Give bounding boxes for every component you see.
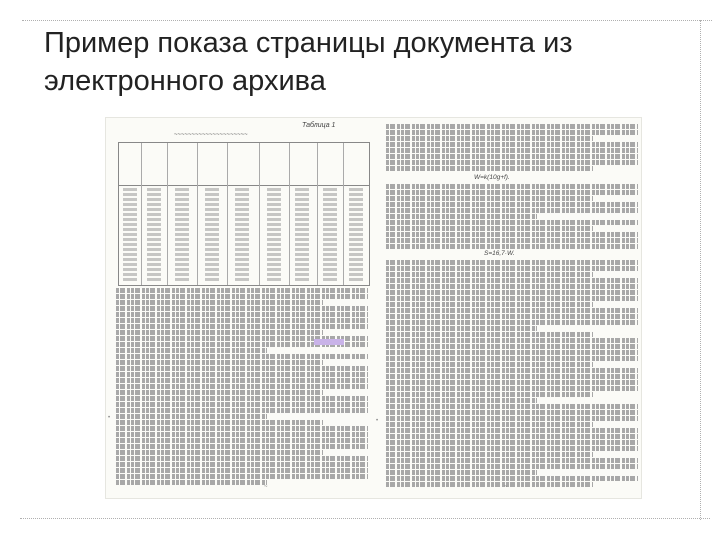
highlighted-word (314, 339, 344, 345)
scanned-text-line (386, 308, 638, 313)
table-cell (147, 263, 161, 266)
page-number-mark: ~ (264, 484, 268, 490)
table-cell (175, 278, 189, 281)
scanned-text-line (116, 408, 368, 413)
table-cell (295, 258, 309, 261)
table-cell (205, 238, 219, 241)
table-cell (323, 253, 337, 256)
table-cell (235, 268, 249, 271)
table-cell (123, 263, 137, 266)
scanned-text-line (386, 338, 638, 343)
table-cell (175, 208, 189, 211)
scanned-text-line (386, 284, 638, 289)
table-cell (295, 263, 309, 266)
scanned-text-line (116, 468, 368, 473)
table-cell (205, 268, 219, 271)
table-cell (235, 228, 249, 231)
table-cell (295, 238, 309, 241)
table-cell (123, 278, 137, 281)
table-cell (323, 218, 337, 221)
table-cell (123, 268, 137, 271)
table-cell (175, 213, 189, 216)
formula-1: W=k(10g+f). (474, 174, 510, 181)
scanned-text-line (386, 202, 638, 207)
table-cell (235, 198, 249, 201)
table-cell (175, 248, 189, 251)
table-cell (175, 253, 189, 256)
scanned-text-line (116, 444, 368, 449)
scanned-text-line (386, 398, 537, 403)
table-cell (147, 253, 161, 256)
table-row (119, 277, 369, 282)
scanned-text-line (386, 386, 638, 391)
table-cell (295, 233, 309, 236)
scanned-text-line (386, 464, 638, 469)
scanned-text-line (116, 306, 368, 311)
table-cell (323, 198, 337, 201)
table-cell (349, 218, 363, 221)
scanned-text-line (386, 124, 638, 129)
table-cell (147, 198, 161, 201)
table-cell (205, 188, 219, 191)
table-cell (235, 208, 249, 211)
table-cell (205, 248, 219, 251)
scanned-text-line (116, 462, 368, 467)
scanned-text-line (386, 136, 593, 141)
scanned-text-line (386, 142, 638, 147)
scanned-text-line (116, 372, 368, 377)
table-cell (295, 223, 309, 226)
scanned-text-line (386, 260, 638, 265)
table-cell (123, 233, 137, 236)
table-cell (349, 203, 363, 206)
right-page-text-block (386, 184, 638, 250)
table-body (119, 187, 369, 282)
table-cell (235, 253, 249, 256)
scanned-text-line (386, 184, 638, 189)
table-cell (147, 273, 161, 276)
table-cell (123, 193, 137, 196)
scanned-text-line (386, 434, 638, 439)
scanned-text-line (386, 272, 593, 277)
scanned-text-line (386, 410, 638, 415)
table-cell (147, 278, 161, 281)
table-cell (323, 263, 337, 266)
scan-left-page (108, 122, 372, 494)
scanned-text-line (386, 296, 638, 301)
margin-mark: • (376, 418, 379, 424)
table-cell (123, 213, 137, 216)
table-cell (323, 228, 337, 231)
table-cell (147, 268, 161, 271)
scanned-text-line (386, 208, 638, 213)
table-cell (349, 208, 363, 211)
table-cell (175, 233, 189, 236)
slide-border-bottom (20, 518, 710, 519)
table-cell (235, 273, 249, 276)
scanned-text-line (386, 380, 638, 385)
scanned-text-line (386, 440, 638, 445)
slide-border-right (700, 20, 701, 520)
scanned-text-line (386, 190, 638, 195)
scanned-text-line (386, 232, 638, 237)
table-cell (349, 223, 363, 226)
table-cell (235, 278, 249, 281)
table-cell (267, 263, 281, 266)
table-cell (349, 188, 363, 191)
table-cell (267, 268, 281, 271)
table-cell (349, 233, 363, 236)
table-cell (323, 238, 337, 241)
scanned-text-line (386, 266, 638, 271)
table-cell (267, 233, 281, 236)
table-cell (205, 208, 219, 211)
table-cell (147, 248, 161, 251)
table-cell (147, 203, 161, 206)
formula-2: S=16,7·W. (484, 250, 515, 257)
right-page-text-block (386, 124, 638, 172)
scanned-text-line (386, 446, 638, 451)
table-cell (267, 278, 281, 281)
scanned-text-line (386, 278, 638, 283)
table-cell (267, 248, 281, 251)
table-cell (323, 248, 337, 251)
scanned-text-line (116, 312, 368, 317)
scanned-text-line (386, 196, 593, 201)
table-cell (267, 198, 281, 201)
table-cell (175, 273, 189, 276)
table-cell (295, 278, 309, 281)
table-cell (235, 248, 249, 251)
table-cell (123, 273, 137, 276)
table-cell (235, 233, 249, 236)
scanned-text-line (386, 326, 537, 331)
table-cell (349, 248, 363, 251)
table-cell (267, 228, 281, 231)
table-cell (295, 228, 309, 231)
table-cell (235, 188, 249, 191)
table-cell (267, 273, 281, 276)
table-cell (205, 243, 219, 246)
table-cell (235, 203, 249, 206)
scanned-text-line (116, 348, 267, 353)
scanned-text-line (386, 356, 638, 361)
scanned-text-line (116, 480, 267, 485)
scanned-document-image (105, 117, 642, 499)
scanned-text-line (386, 220, 638, 225)
table-cell (147, 208, 161, 211)
table-cell (323, 213, 337, 216)
scanned-text-line (116, 360, 323, 365)
scanned-text-line (386, 452, 593, 457)
scanned-text-line (386, 166, 593, 171)
table-cell (295, 213, 309, 216)
table-cell (295, 198, 309, 201)
table-cell (323, 243, 337, 246)
table-cell (349, 273, 363, 276)
table-cell (147, 228, 161, 231)
table-cell (295, 218, 309, 221)
table-cell (175, 223, 189, 226)
table-cell (147, 213, 161, 216)
table-cell (267, 208, 281, 211)
table-cell (349, 198, 363, 201)
scanned-text-line (386, 148, 638, 153)
scanned-text-line (386, 428, 638, 433)
scanned-text-line (386, 244, 638, 249)
scanned-text-line (386, 482, 593, 487)
scanned-text-line (116, 384, 368, 389)
scanned-text-line (386, 470, 537, 475)
scanned-text-line (116, 318, 368, 323)
scanned-text-line (386, 314, 638, 319)
table-cell (267, 188, 281, 191)
table-cell (175, 188, 189, 191)
table-cell (147, 188, 161, 191)
scanned-text-line (386, 160, 638, 165)
scanned-text-line (116, 432, 368, 437)
scanned-text-line (386, 320, 638, 325)
table-cell (267, 203, 281, 206)
table-cell (205, 278, 219, 281)
table-cell (235, 193, 249, 196)
table-cell (267, 223, 281, 226)
table-cell (349, 278, 363, 281)
table-cell (205, 228, 219, 231)
scanned-text-line (116, 474, 368, 479)
table-cell (349, 243, 363, 246)
scanned-text-line (116, 390, 323, 395)
scanned-text-line (386, 362, 593, 367)
scanned-text-line (386, 344, 638, 349)
table-cell (123, 208, 137, 211)
table-cell (205, 198, 219, 201)
scanned-text-line (386, 374, 638, 379)
table-cell (295, 243, 309, 246)
table-cell (267, 193, 281, 196)
table-cell (205, 193, 219, 196)
scanned-text-line (386, 214, 537, 219)
right-page-text-block (386, 260, 638, 488)
scanned-text-line (116, 378, 368, 383)
scanned-text-line (116, 300, 323, 305)
table-cell (295, 273, 309, 276)
table-cell (123, 253, 137, 256)
table-cell (235, 218, 249, 221)
table-cell (323, 233, 337, 236)
table-cell (205, 218, 219, 221)
scanned-text-line (116, 450, 323, 455)
table-cell (175, 198, 189, 201)
table-caption: Таблица 1 (302, 122, 336, 129)
margin-mark: • (108, 415, 111, 421)
scanned-text-line (386, 392, 593, 397)
table-cell (295, 193, 309, 196)
table-cell (235, 263, 249, 266)
table-cell (123, 228, 137, 231)
left-page-text-block (116, 288, 368, 486)
table-cell (235, 213, 249, 216)
table-cell (123, 218, 137, 221)
table-cell (295, 248, 309, 251)
page-number-mark: ~ (504, 484, 508, 490)
table-cell (295, 188, 309, 191)
table-cell (175, 258, 189, 261)
table-cell (235, 258, 249, 261)
table-cell (147, 243, 161, 246)
table-cell (349, 253, 363, 256)
scanned-text-line (386, 154, 638, 159)
table-cell (349, 193, 363, 196)
table-cell (175, 263, 189, 266)
table-cell (205, 233, 219, 236)
table-cell (175, 193, 189, 196)
scanned-text-line (386, 226, 593, 231)
slide-title: Пример показа страницы документа из электронного архива (44, 27, 573, 97)
table-cell (123, 243, 137, 246)
table-cell (323, 223, 337, 226)
table-cell (349, 268, 363, 271)
scanned-text-line (386, 416, 638, 421)
scanned-text-line (386, 332, 593, 337)
table-cell (295, 253, 309, 256)
scanned-text-line (386, 290, 638, 295)
table-cell (175, 228, 189, 231)
table-cell (205, 273, 219, 276)
table-cell (235, 238, 249, 241)
table-cell (295, 208, 309, 211)
scanned-text-line (116, 294, 368, 299)
scanned-text-line (386, 458, 638, 463)
table-cell (323, 208, 337, 211)
table-cell (205, 223, 219, 226)
table-cell (267, 238, 281, 241)
scanned-text-line (386, 350, 638, 355)
table-cell (123, 203, 137, 206)
table-cell (267, 218, 281, 221)
table-cell (205, 263, 219, 266)
table-cell (323, 273, 337, 276)
table-cell (205, 203, 219, 206)
table-cell (123, 198, 137, 201)
table-cell (267, 243, 281, 246)
table-cell (123, 188, 137, 191)
scanned-text-line (386, 302, 593, 307)
table-cell (349, 228, 363, 231)
table-cell (123, 248, 137, 251)
scan-right-page (376, 122, 636, 494)
table-cell (267, 213, 281, 216)
scanned-text-line (116, 288, 368, 293)
table-cell (123, 223, 137, 226)
table-header (119, 143, 369, 186)
scanned-text-line (116, 420, 323, 425)
table-cell (267, 258, 281, 261)
table-cell (295, 203, 309, 206)
table-cell (323, 188, 337, 191)
table-cell (295, 268, 309, 271)
scanned-text-line (386, 422, 593, 427)
table-cell (323, 258, 337, 261)
scanned-text-line (116, 354, 368, 359)
scanned-text-line (116, 324, 368, 329)
scanned-data-table (118, 142, 370, 286)
table-cell (205, 253, 219, 256)
scanned-text-line (386, 404, 638, 409)
table-cell (147, 233, 161, 236)
slide-border-top (22, 20, 712, 21)
table-cell (349, 263, 363, 266)
scanned-text-line (116, 396, 368, 401)
table-cell (267, 253, 281, 256)
table-cell (147, 258, 161, 261)
table-cell (323, 268, 337, 271)
scanned-text-line (116, 330, 323, 335)
table-cell (205, 213, 219, 216)
scanned-text-line (116, 426, 368, 431)
table-cell (323, 203, 337, 206)
scanned-text-line (386, 368, 638, 373)
scanned-text-line (116, 438, 368, 443)
table-cell (175, 203, 189, 206)
table-cell (123, 238, 137, 241)
table-cell (123, 258, 137, 261)
table-cell (349, 213, 363, 216)
scanned-text-line (116, 456, 368, 461)
table-cell (235, 223, 249, 226)
table-cell (205, 258, 219, 261)
table-cell (323, 278, 337, 281)
table-cell (147, 193, 161, 196)
scanned-text-line (116, 414, 267, 419)
table-cell (175, 238, 189, 241)
table-cell (175, 243, 189, 246)
scanned-text-line (386, 238, 638, 243)
scanned-text-line (386, 476, 638, 481)
scanned-text-line (386, 130, 638, 135)
table-cell (349, 258, 363, 261)
table-cell (147, 223, 161, 226)
table-cell (235, 243, 249, 246)
scanned-text-line (116, 366, 368, 371)
table-subcaption-scribble: ~~~~~~~~~~~~~~~~~~~~~ (174, 132, 248, 138)
table-cell (147, 238, 161, 241)
table-cell (175, 218, 189, 221)
table-cell (147, 218, 161, 221)
table-cell (175, 268, 189, 271)
table-cell (323, 193, 337, 196)
table-cell (349, 238, 363, 241)
scanned-text-line (116, 402, 368, 407)
